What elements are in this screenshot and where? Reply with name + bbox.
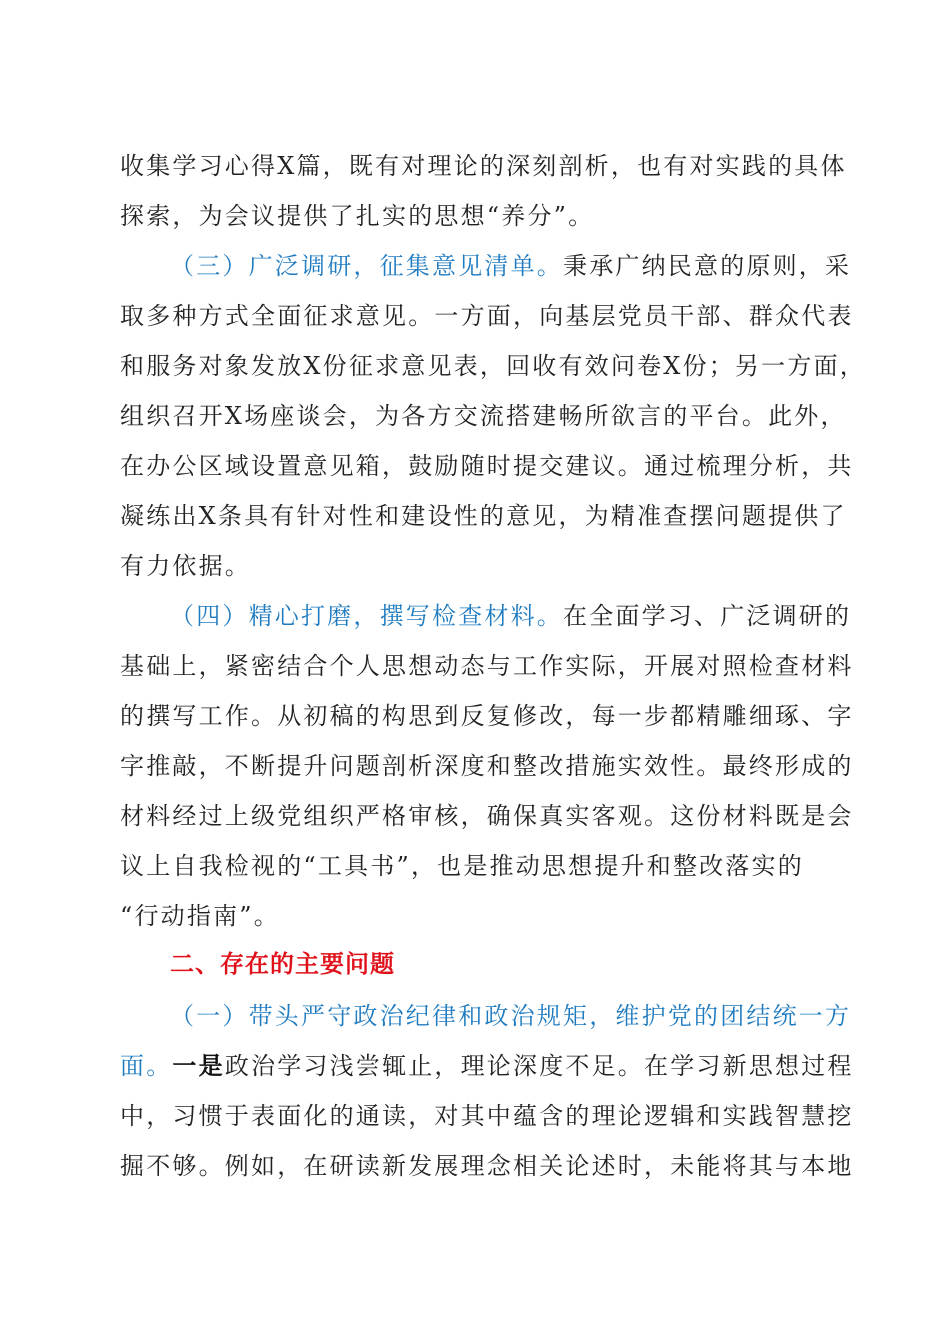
- paragraph-line: [120, 546, 251, 586]
- body-text: 探索，为会议提供了扎实的思想“养分”。: [120, 202, 595, 230]
- paragraph-line: [120, 1146, 854, 1186]
- body-text: 中，习惯于表面化的通读，对其中蕴含的理论逻辑和实践智慧挖: [120, 1102, 854, 1130]
- bold-lead: 一是: [172, 1052, 225, 1080]
- body-text: 字推敲，不断提升问题剖析深度和整改措施实效性。最终形成的: [120, 752, 854, 780]
- body-text: 掘不够。例如，在研读新发展理念相关论述时，未能将其与本地: [120, 1152, 854, 1180]
- paragraph-line: [120, 496, 847, 536]
- subheading-3: （三）广泛调研，征集意见清单。: [170, 252, 563, 280]
- paragraph-line: [120, 146, 847, 186]
- paragraph-line: [170, 996, 851, 1036]
- paragraph-line: [120, 896, 280, 936]
- paragraph-line: [120, 296, 854, 336]
- paragraph-line: [120, 396, 847, 436]
- paragraph-line: [120, 1046, 854, 1086]
- body-text: 基础上，紧密结合个人思想动态与工作实际，开展对照检查材料: [120, 652, 854, 680]
- paragraph-line: [120, 196, 594, 236]
- subheading-4: （四）精心打磨，撰写检查材料。: [170, 602, 563, 630]
- paragraph-line: [120, 746, 854, 786]
- body-text: 议上自我检视的“工具书”，也是推动思想提升和整改落实的: [120, 852, 804, 880]
- paragraph-line: [120, 696, 854, 736]
- body-text: 组织召开X场座谈会，为各方交流搭建畅所欲言的平台。此外，: [120, 402, 847, 430]
- paragraph-line: [170, 596, 851, 636]
- paragraph-line: [170, 246, 851, 286]
- paragraph-line: [120, 646, 854, 686]
- section-heading-line: [170, 944, 395, 984]
- paragraph-line: [120, 796, 854, 836]
- body-text: 在全面学习、广泛调研的: [563, 602, 852, 630]
- paragraph-line: [120, 846, 804, 886]
- body-text: 和服务对象发放X份征求意见表，回收有效问卷X份；另一方面，: [120, 352, 866, 380]
- body-text: 政治学习浅尝辄止，理论深度不足。在学习新思想过程: [224, 1052, 854, 1080]
- paragraph-line: [120, 346, 866, 386]
- body-text: 的撰写工作。从初稿的构思到反复修改，每一步都精雕细琢、字: [120, 702, 854, 730]
- paragraph-line: [120, 446, 854, 486]
- body-text: 有力依据。: [120, 552, 251, 580]
- body-text: 材料经过上级党组织严格审核，确保真实客观。这份材料既是会: [120, 802, 854, 830]
- paragraph-line: [120, 1096, 854, 1136]
- body-text: 取多种方式全面征求意见。一方面，向基层党员干部、群众代表: [120, 302, 854, 330]
- body-text: “行动指南”。: [120, 902, 280, 930]
- body-text: 凝练出X条具有针对性和建设性的意见，为精准查摆问题提供了: [120, 502, 847, 530]
- body-text: 在办公区域设置意见箱，鼓励随时提交建议。通过梳理分析，共: [120, 452, 854, 480]
- body-text: 秉承广纳民意的原则，采: [563, 252, 852, 280]
- subheading-1-end: 面。: [120, 1052, 173, 1080]
- subheading-1: （一）带头严守政治纪律和政治规矩，维护党的团结统一方: [170, 1002, 852, 1030]
- body-text: 收集学习心得X篇，既有对理论的深刻剖析，也有对实践的具体: [120, 152, 847, 180]
- section-title: 二、存在的主要问题: [170, 950, 395, 978]
